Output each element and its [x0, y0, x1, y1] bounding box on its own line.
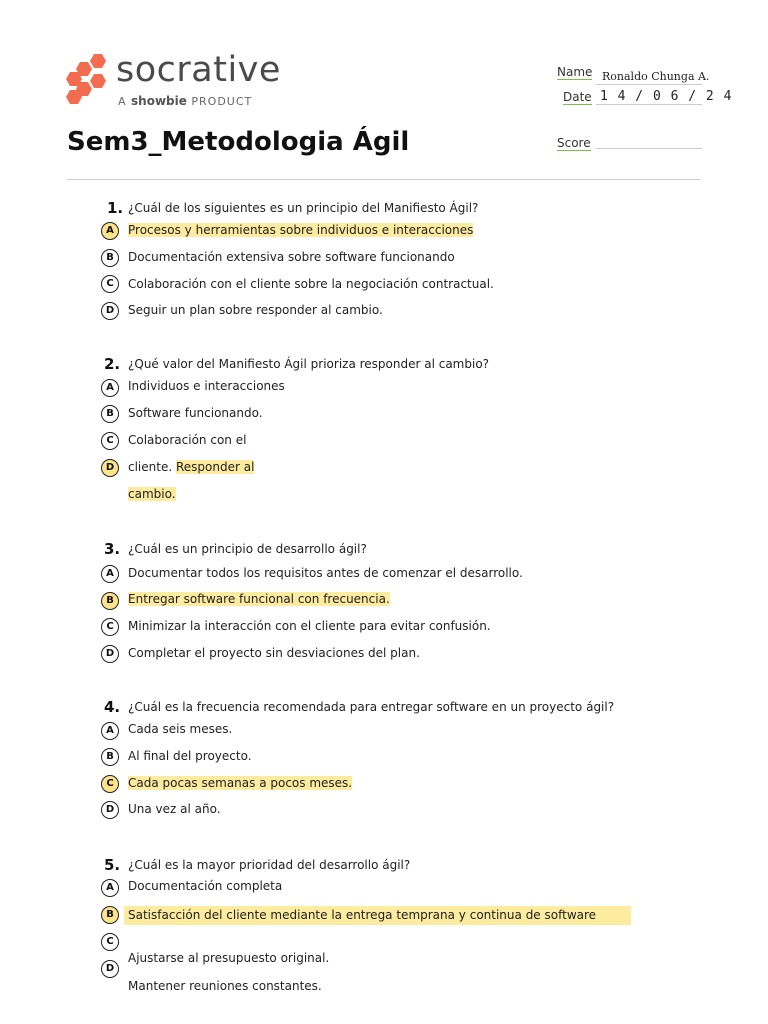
option-circle[interactable]: A [101, 879, 119, 897]
question-number: 4. [104, 698, 121, 716]
option-circle[interactable]: C [101, 432, 119, 450]
option-circle[interactable]: D [101, 645, 119, 663]
question-number: 3. [104, 540, 121, 558]
question-text: ¿Qué valor del Manifiesto Ágil prioriza responder al cambio? [128, 357, 490, 371]
option-text-continued: cambio. [128, 487, 176, 501]
option-circle[interactable]: C [101, 618, 119, 636]
date-value: 1 4 / 0 6 / 2 4 [600, 89, 733, 104]
option-circle[interactable]: A [101, 722, 119, 740]
option-text: Una vez al año. [128, 802, 221, 816]
option-circle[interactable]: D [101, 801, 119, 819]
question-text: ¿Cuál es la mayor prioridad del desarrollo ágil? [128, 858, 411, 872]
name-value: Ronaldo Chunga A. [602, 70, 710, 83]
option-circle[interactable]: B [101, 748, 119, 766]
option-text: Al final del proyecto. [128, 749, 252, 763]
option-circle[interactable]: B [101, 249, 119, 267]
page-title: Sem3_Metodologia Ágil [67, 127, 410, 157]
option-text: Colaboración con el cliente sobre la negociación contractual. [128, 277, 494, 291]
option-circle-selected[interactable]: A [101, 222, 119, 240]
option-circle-selected[interactable]: B [101, 906, 119, 924]
question-text: ¿Cuál de los siguientes es un principio del Manifiesto Ágil? [128, 201, 479, 215]
header-divider [67, 179, 700, 180]
brand-subtitle: A showbie PRODUCT [118, 94, 253, 108]
option-text: Software funcionando. [128, 406, 263, 420]
option-text: Ajustarse al presupuesto original. [128, 951, 330, 965]
option-text: Seguir un plan sobre responder al cambio. [128, 303, 383, 317]
option-circle[interactable]: C [101, 275, 119, 293]
brand-name: socrative [116, 50, 281, 90]
option-text: cliente. Responder al [128, 460, 255, 474]
option-text: Documentación extensiva sobre software funcionando [128, 250, 455, 264]
score-line [596, 133, 702, 149]
option-circle[interactable]: C [101, 933, 119, 951]
option-text: Entregar software funcional con frecuencia. [128, 592, 390, 606]
score-label: Score [557, 136, 591, 150]
name-label: Name [557, 65, 593, 79]
option-text: Cada seis meses. [128, 722, 233, 736]
option-text: Satisfacción del cliente mediante la entrega temprana y continua de software [128, 908, 597, 922]
socrative-logo-icon [66, 52, 106, 104]
question-number: 5. [104, 856, 121, 874]
option-circle[interactable]: D [101, 302, 119, 320]
option-circle-selected[interactable]: B [101, 592, 119, 610]
question-number: 2. [104, 355, 121, 373]
option-circle[interactable]: B [101, 405, 119, 423]
option-text: Documentación completa [128, 879, 283, 893]
option-text: Procesos y herramientas sobre individuos e interacciones [128, 223, 474, 237]
question-text: ¿Cuál es la frecuencia recomendada para entregar software en un proyecto ágil? [128, 700, 615, 714]
option-circle[interactable]: D [101, 960, 119, 978]
option-text: Colaboración con el [128, 433, 247, 447]
question-number: 1. [107, 199, 124, 217]
option-text: Minimizar la interacción con el cliente para evitar confusión. [128, 619, 491, 633]
option-text: Cada pocas semanas a pocos meses. [128, 776, 353, 790]
option-text: Mantener reuniones constantes. [128, 979, 322, 993]
option-circle-selected[interactable]: C [101, 775, 119, 793]
option-circle[interactable]: A [101, 379, 119, 397]
option-circle-selected[interactable]: D [101, 459, 119, 477]
option-text: Individuos e interacciones [128, 379, 285, 393]
option-text: Completar el proyecto sin desviaciones del plan. [128, 646, 420, 660]
date-label: Date [563, 90, 592, 104]
question-text: ¿Cuál es un principio de desarrollo ágil? [128, 542, 367, 556]
option-text: Documentar todos los requisitos antes de comenzar el desarrollo. [128, 566, 523, 580]
option-circle[interactable]: A [101, 565, 119, 583]
